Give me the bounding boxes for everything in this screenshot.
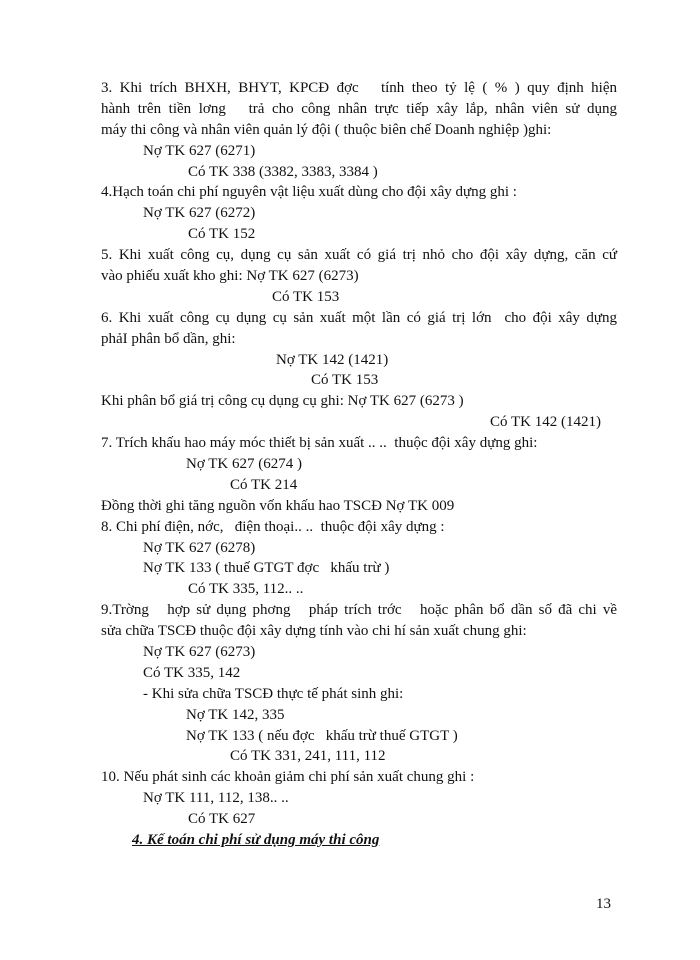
text-line: 6. Khi xuất công cụ dụng cụ sản xuất một lần có giá trị lớn cho đội xây dựng <box>101 310 617 326</box>
debit-entry: Nợ TK 627 (6272) <box>143 205 256 221</box>
text-line: vào phiếu xuất kho ghi: Nợ TK 627 (6273) <box>101 268 359 284</box>
debit-entry: Nợ TK 133 ( thuế GTGT đợc khấu trừ ) <box>143 560 390 576</box>
text-line: 9.Trờng hợp sử dụng phơng pháp trích trớc hoặc phân bổ dần số đã chi về <box>101 602 617 618</box>
text-line: 7. Trích khấu hao máy móc thiết bị sản xuất .. .. thuộc đội xây dựng ghi: <box>101 435 538 451</box>
text-line: Khi phân bổ giá trị công cụ dụng cụ ghi: Nợ TK 627 (6273 ) <box>101 393 464 409</box>
text-line: 4.Hạch toán chi phí nguyên vật liệu xuất dùng cho đội xây dựng ghi : <box>101 184 517 200</box>
text-line: 3. Khi trích BHXH, BHYT, KPCĐ đợc tính theo tỷ lệ ( % ) quy định hiện <box>101 80 617 96</box>
debit-entry: Nợ TK 627 (6273) <box>143 644 256 660</box>
debit-entry: Nợ TK 627 (6271) <box>143 143 256 159</box>
credit-entry: Có TK 338 (3382, 3383, 3384 ) <box>188 164 378 180</box>
credit-entry: Có TK 152 <box>188 226 256 242</box>
debit-entry: Nợ TK 627 (6274 ) <box>186 456 302 472</box>
text-line: Đồng thời ghi tăng nguồn vốn khấu hao TSCĐ Nợ TK 009 <box>101 498 455 514</box>
section-heading: 4. Kế toán chi phí sử dụng máy thi công <box>132 832 380 848</box>
debit-entry: Nợ TK 627 (6278) <box>143 540 256 556</box>
debit-entry: Nợ TK 133 ( nếu đợc khấu trừ thuế GTGT ) <box>186 728 458 744</box>
debit-entry: Nợ TK 142 (1421) <box>276 352 389 368</box>
text-line: hành trên tiền lơng trả cho công nhân trực tiếp xây lắp, nhân viên sử dụng <box>101 101 617 117</box>
credit-entry: Có TK 335, 112.. .. <box>188 581 304 597</box>
text-line: phảI phân bổ dần, ghi: <box>101 331 236 347</box>
credit-entry: Có TK 627 <box>188 811 256 827</box>
debit-entry: Nợ TK 111, 112, 138.. .. <box>143 790 289 806</box>
debit-entry: Nợ TK 142, 335 <box>186 707 285 723</box>
credit-entry: Có TK 331, 241, 111, 112 <box>230 748 386 764</box>
text-line: máy thi công và nhân viên quản lý đội ( thuộc biên chế Doanh nghiệp )ghi: <box>101 122 552 138</box>
credit-entry: Có TK 153 <box>311 372 379 388</box>
text-line: 10. Nếu phát sinh các khoản giảm chi phí sản xuất chung ghi : <box>101 769 475 785</box>
credit-entry: Có TK 335, 142 <box>143 665 241 681</box>
credit-entry: Có TK 153 <box>272 289 340 305</box>
text-line: sửa chữa TSCĐ thuộc đội xây dựng tính vào chi hí sản xuất chung ghi: <box>101 623 527 639</box>
text-line: 8. Chi phí điện, nớc, điện thoại.. .. thuộc đội xây dựng : <box>101 519 445 535</box>
page-number: 13 <box>596 896 611 912</box>
text-line: - Khi sửa chữa TSCĐ thực tế phát sinh ghi: <box>143 686 404 702</box>
text-line: 5. Khi xuất công cụ, dụng cụ sản xuất có giá trị nhỏ cho đội xây dựng, căn cứ <box>101 247 617 263</box>
credit-entry: Có TK 214 <box>230 477 298 493</box>
credit-entry: Có TK 142 (1421) <box>490 414 601 430</box>
